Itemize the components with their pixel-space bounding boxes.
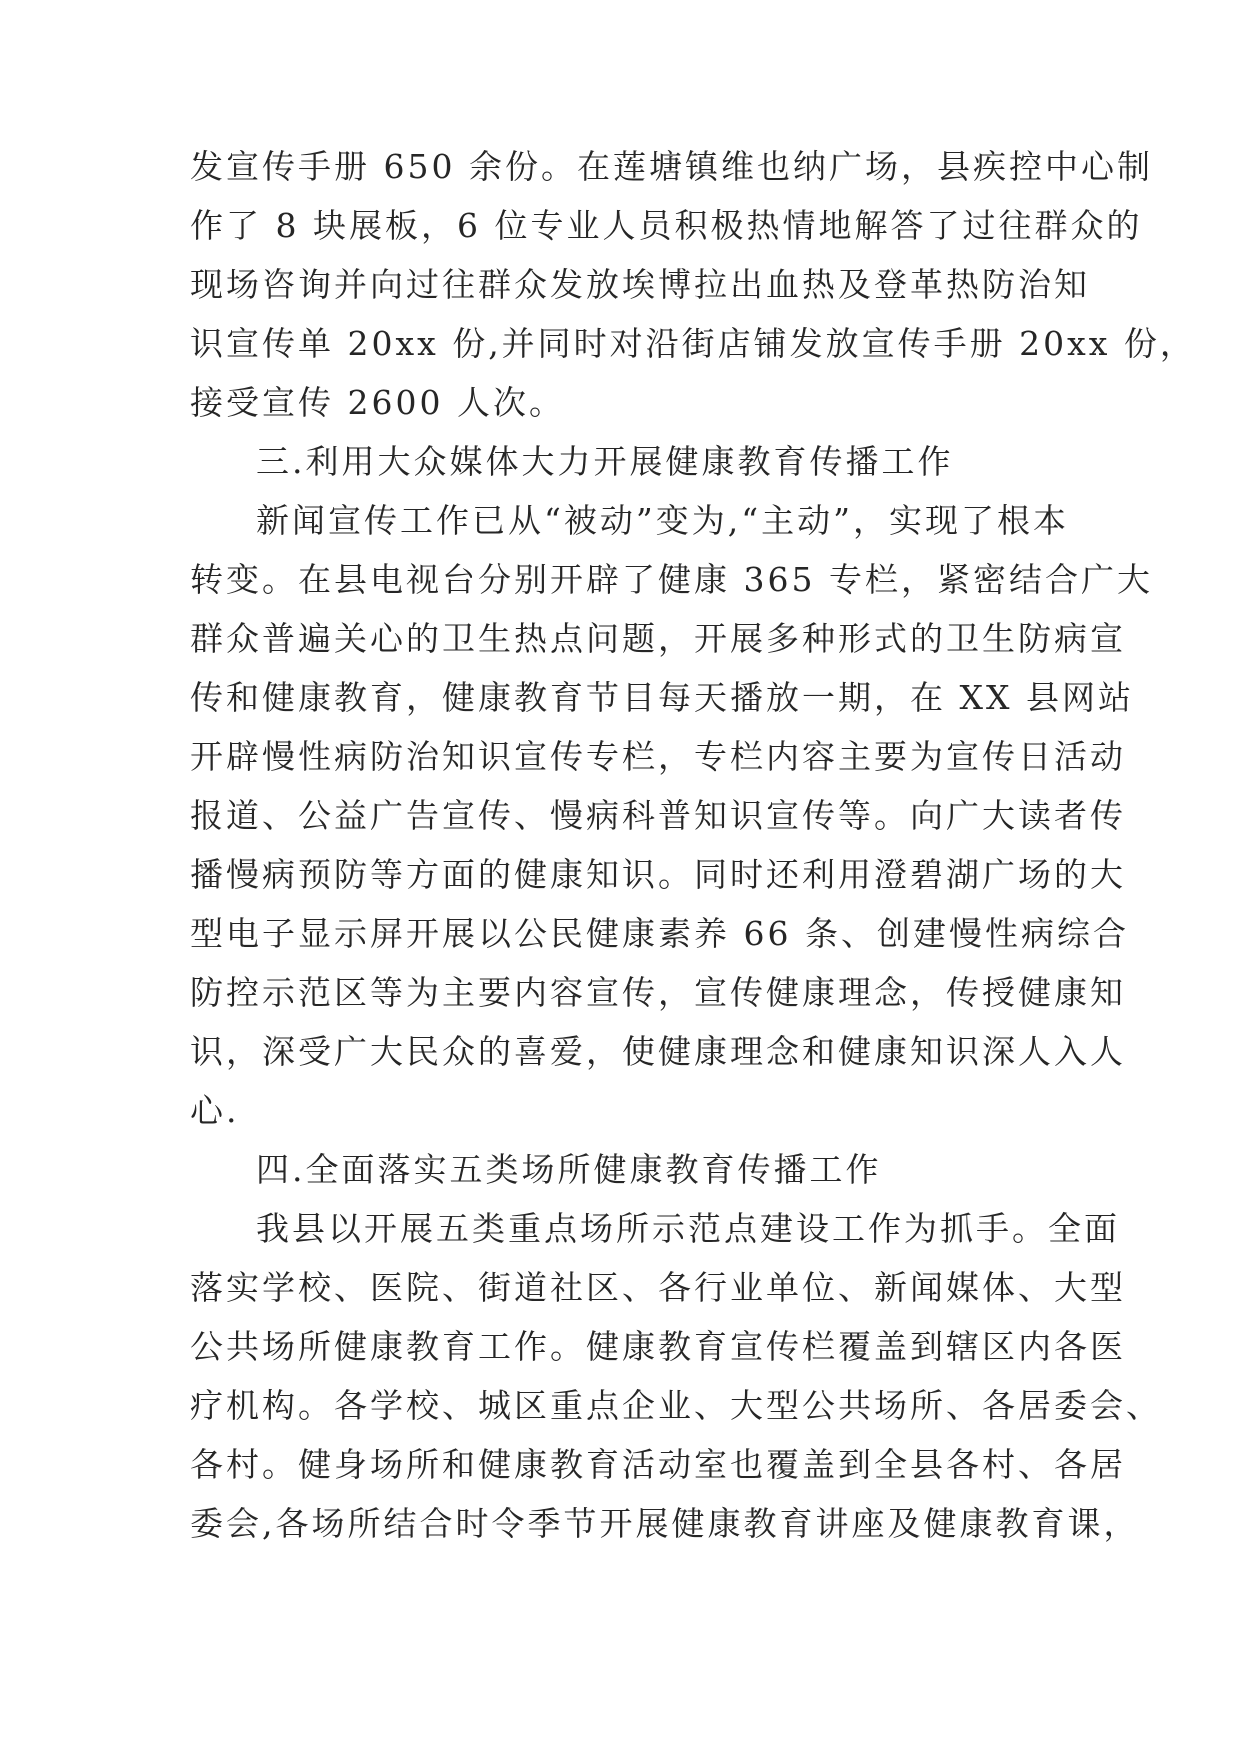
text-line: 识宣传单 20xx 份,并同时对沿街店铺发放宣传手册 20xx 份， — [190, 324, 1196, 363]
text-line: 作了 8 块展板，6 位专业人员积极热情地解答了过往群众的 — [190, 206, 1143, 245]
text-line: 型电子显示屏开展以公民健康素养 66 条、创建慢性病综合 — [190, 914, 1129, 953]
text-line: 各村。健身场所和健康教育活动室也覆盖到全县各村、各居 — [190, 1445, 1126, 1484]
section-heading: 三.利用大众媒体大力开展健康教育传播工作 — [256, 442, 954, 481]
text-line: 开辟慢性病防治知识宣传专栏，专栏内容主要为宣传日活动 — [190, 737, 1126, 776]
text-line: 转变。在县电视台分别开辟了健康 365 专栏，紧密结合广大 — [190, 560, 1153, 599]
text-line: 识，深受广大民众的喜爱，使健康理念和健康知识深人入人 — [190, 1032, 1126, 1071]
text-line: 报道、公益广告宣传、慢病科普知识宣传等。向广大读者传 — [190, 796, 1126, 835]
text-line: 发宣传手册 650 余份。在莲塘镇维也纳广场，县疾控中心制 — [190, 147, 1153, 186]
text-line: 新闻宣传工作已从“被动”变为,“主动”，实现了根本 — [256, 501, 1069, 540]
text-line: 公共场所健康教育工作。健康教育宣传栏覆盖到辖区内各医 — [190, 1327, 1126, 1366]
text-line: 委会,各场所结合时令季节开展健康教育讲座及健康教育课， — [190, 1504, 1140, 1543]
text-line: 播慢病预防等方面的健康知识。同时还利用澄碧湖广场的大 — [190, 855, 1126, 894]
section-heading: 四.全面落实五类场所健康教育传播工作 — [256, 1150, 882, 1189]
text-line: 接受宣传 2600 人次。 — [190, 383, 565, 422]
text-line: 落实学校、医院、街道社区、各行业单位、新闻媒体、大型 — [190, 1268, 1126, 1307]
text-line: 防控示范区等为主要内容宣传，宣传健康理念，传授健康知 — [190, 973, 1126, 1012]
text-line: 群众普遍关心的卫生热点问题，开展多种形式的卫生防病宣 — [190, 619, 1126, 658]
text-line: 心. — [190, 1091, 240, 1130]
text-line: 现场咨询并向过往群众发放埃博拉出血热及登革热防治知 — [190, 265, 1090, 304]
text-line: 传和健康教育，健康教育节目每天播放一期，在 XX 县网站 — [190, 678, 1134, 717]
text-line: 我县以开展五类重点场所示范点建设工作为抓手。全面 — [256, 1209, 1120, 1248]
text-line: 疗机构。各学校、城区重点企业、大型公共场所、各居委会、 — [190, 1386, 1162, 1425]
